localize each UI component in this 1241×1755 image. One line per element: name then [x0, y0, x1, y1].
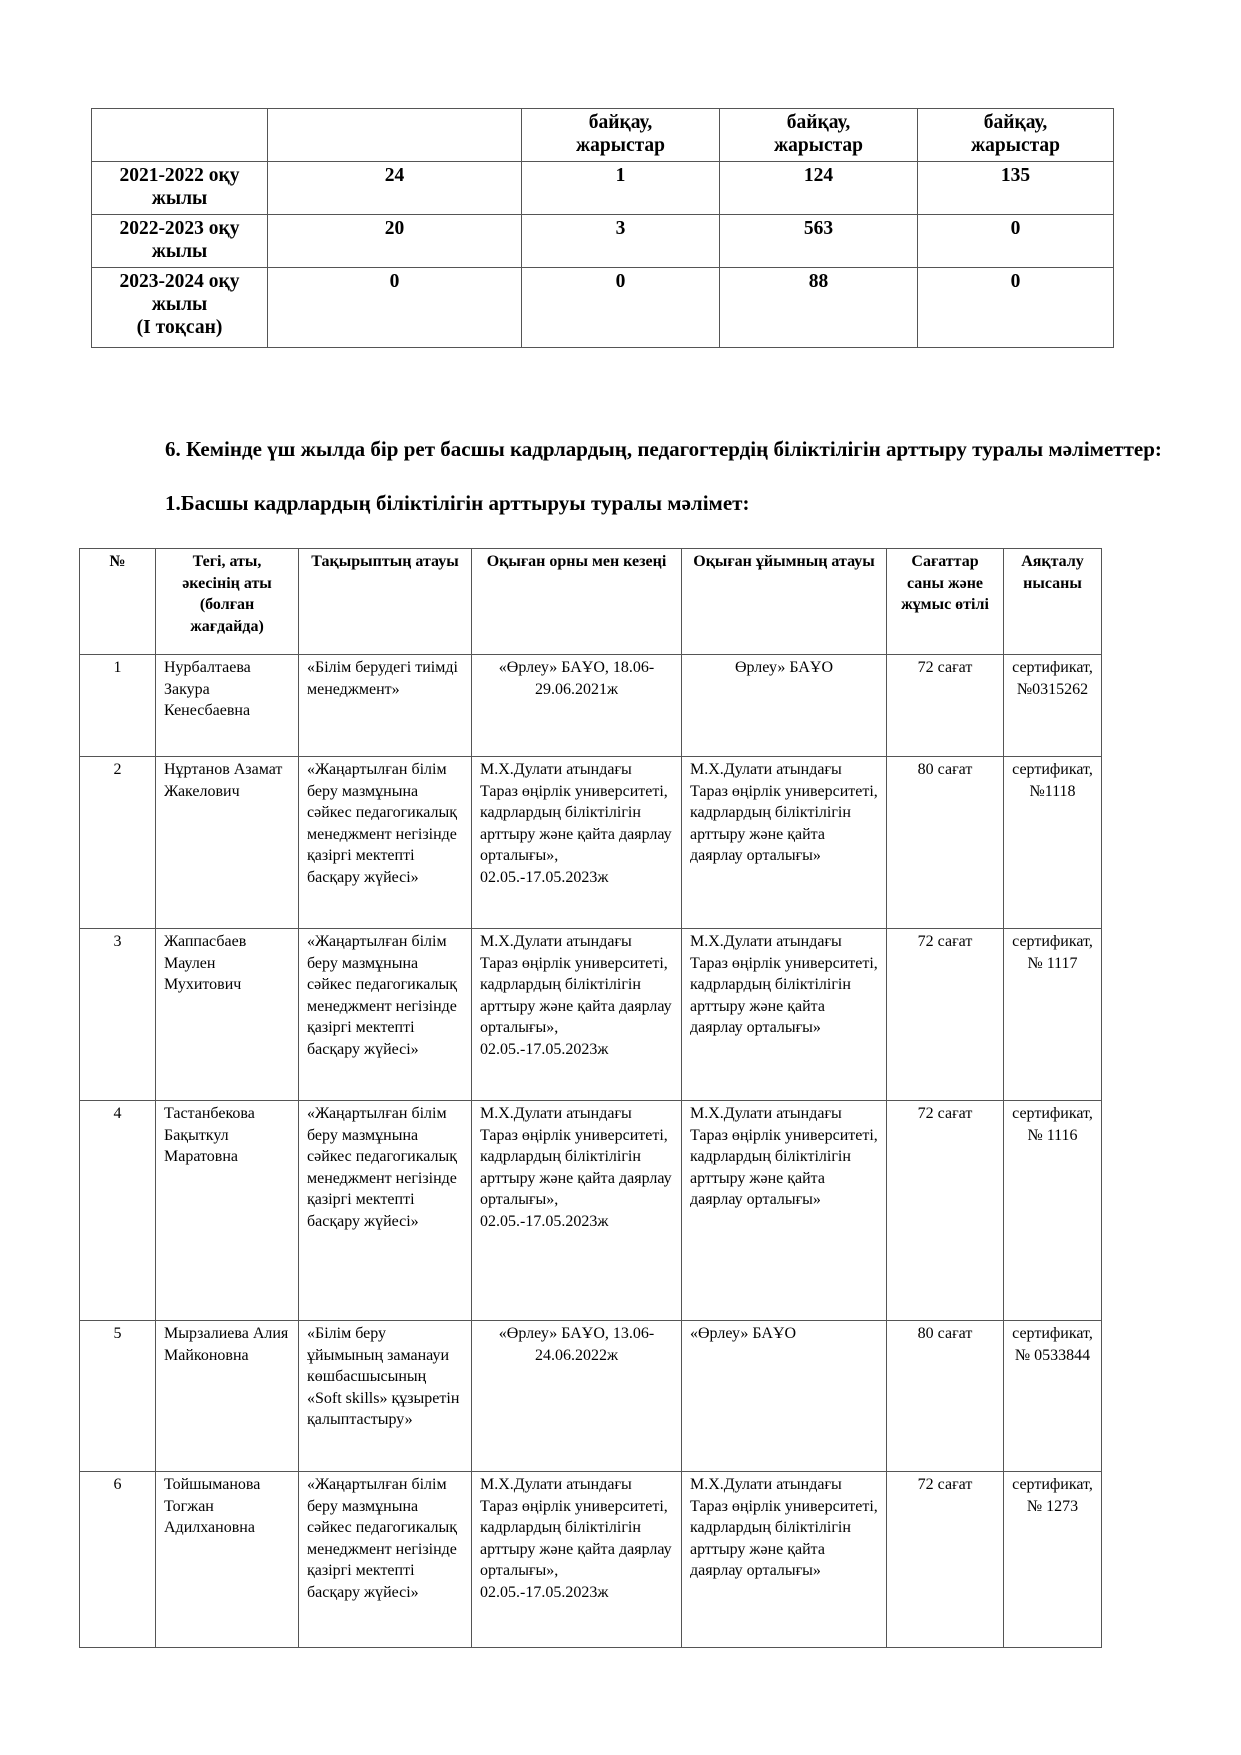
organization-cell: Өрлеу» БАҰО: [682, 655, 887, 757]
row-number: 6: [80, 1472, 156, 1648]
column-header-fullname: Тегі, аты, әкесінің аты (болған жағдайда): [156, 549, 299, 655]
results-header-row: [92, 109, 1114, 162]
organization-cell: М.Х.Дулати атындағы Тараз өңірлік университеті, кадрлардың біліктілігін арттыру және қайта даярлау орталығы»: [682, 929, 887, 1101]
organization-cell: М.Х.Дулати атындағы Тараз өңірлік университеті, кадрлардың біліктілігін арттыру және қайта даярлау орталығы»: [682, 1101, 887, 1321]
place-period-cell: М.Х.Дулати атындағы Тараз өңірлік университеті, кадрлардың біліктілігін арттыру және қайта даярлау орталығы», 02.05.-17.05.2023ж: [472, 929, 682, 1101]
row-number: 4: [80, 1101, 156, 1321]
column-header-topic: Тақырыптың атауы: [299, 549, 472, 655]
results-header-cell: байқау, жарыстар: [918, 109, 1114, 162]
hours-cell: 72 сағат: [887, 1101, 1004, 1321]
completion-form-cell: сертификат, № 1273: [1004, 1472, 1102, 1648]
results-header-cell: байқау, жарыстар: [720, 109, 918, 162]
column-header-place-period: Оқыған орны мен кезеңі: [472, 549, 682, 655]
section-6-heading: 6. Кемінде үш жылда бір рет басшы кадрлардың, педагогтердің біліктілігін арттыру туралы мәліметтер:: [165, 437, 1162, 461]
column-header-completion-form: Аяқталу нысаны: [1004, 549, 1102, 655]
table-row: [80, 1101, 1102, 1321]
results-header-cell: [92, 109, 268, 162]
table-row: [80, 1321, 1102, 1472]
hours-cell: 80 сағат: [887, 1321, 1004, 1472]
results-value-cell: 24: [268, 162, 522, 215]
topic-cell: «Білім беру ұйымының заманауи көшбасшысының «Soft skills» құзыретін қалыптастыру»: [299, 1321, 472, 1472]
topic-cell: «Жаңартылған білім беру мазмұнына сәйкес педагогикалық менеджмент негізінде қазіргі мектепті басқару жүйесі»: [299, 929, 472, 1101]
results-value-cell: 0: [918, 268, 1114, 348]
results-value-cell: 0: [918, 215, 1114, 268]
full-name-cell: Нурбалтаева Закура Кенесбаевна: [156, 655, 299, 757]
results-value-cell: 563: [720, 215, 918, 268]
completion-form-cell: сертификат, № 0533844: [1004, 1321, 1102, 1472]
organization-cell: М.Х.Дулати атындағы Тараз өңірлік университеті, кадрлардың біліктілігін арттыру және қайта даярлау орталығы»: [682, 1472, 887, 1648]
place-period-cell: М.Х.Дулати атындағы Тараз өңірлік университеті, кадрлардың біліктілігін арттыру және қайта даярлау орталығы», 02.05.-17.05.2023ж: [472, 757, 682, 929]
results-header-cell: байқау, жарыстар: [522, 109, 720, 162]
full-name-cell: Тойшыманова Тогжан Адилхановна: [156, 1472, 299, 1648]
academic-year-cell: 2022-2023 оқу жылы: [92, 215, 268, 268]
results-value-cell: 1: [522, 162, 720, 215]
results-header-cell: [268, 109, 522, 162]
results-row: [92, 215, 1114, 268]
row-number: 5: [80, 1321, 156, 1472]
place-period-cell: М.Х.Дулати атындағы Тараз өңірлік университеті, кадрлардың біліктілігін арттыру және қайта даярлау орталығы», 02.05.-17.05.2023ж: [472, 1101, 682, 1321]
results-value-cell: 0: [268, 268, 522, 348]
table-row: [80, 757, 1102, 929]
organization-cell: «Өрлеу» БАҰО: [682, 1321, 887, 1472]
hours-cell: 72 сағат: [887, 655, 1004, 757]
row-number: 2: [80, 757, 156, 929]
results-value-cell: 135: [918, 162, 1114, 215]
full-name-cell: Тастанбекова Бақыткул Маратовна: [156, 1101, 299, 1321]
results-row: [92, 268, 1114, 348]
results-row: [92, 162, 1114, 215]
results-value-cell: 124: [720, 162, 918, 215]
topic-cell: «Жаңартылған білім беру мазмұнына сәйкес педагогикалық менеджмент негізінде қазіргі мектепті басқару жүйесі»: [299, 1472, 472, 1648]
hours-cell: 80 сағат: [887, 757, 1004, 929]
completion-form-cell: сертификат, №0315262: [1004, 655, 1102, 757]
topic-cell: «Жаңартылған білім беру мазмұнына сәйкес педагогикалық менеджмент негізінде қазіргі мектепті басқару жүйесі»: [299, 757, 472, 929]
academic-year-cell: 2023-2024 оқу жылы (І тоқсан): [92, 268, 268, 348]
full-name-cell: Жаппасбаев Маулен Мухитович: [156, 929, 299, 1101]
column-header-hours: Сағаттар саны және жұмыс өтілі: [887, 549, 1004, 655]
subsection-1-heading: 1.Басшы кадрлардың біліктілігін арттыруы туралы мәлімет:: [165, 491, 750, 515]
table-row: [80, 929, 1102, 1101]
results-value-cell: 0: [522, 268, 720, 348]
completion-form-cell: сертификат, № 1117: [1004, 929, 1102, 1101]
topic-cell: «Жаңартылған білім беру мазмұнына сәйкес педагогикалық менеджмент негізінде қазіргі мектепті басқару жүйесі»: [299, 1101, 472, 1321]
completion-form-cell: сертификат, № 1116: [1004, 1101, 1102, 1321]
full-name-cell: Мырзалиева Алия Майконовна: [156, 1321, 299, 1472]
column-header-organization: Оқыған ұйымның атауы: [682, 549, 887, 655]
organization-cell: М.Х.Дулати атындағы Тараз өңірлік университеті, кадрлардың біліктілігін арттыру және қайта даярлау орталығы»: [682, 757, 887, 929]
topic-cell: «Білім берудегі тиімді менеджмент»: [299, 655, 472, 757]
row-number: 3: [80, 929, 156, 1101]
place-period-cell: «Өрлеу» БАҰО, 18.06-29.06.2021ж: [472, 655, 682, 757]
column-header-number: №: [80, 549, 156, 655]
results-value-cell: 20: [268, 215, 522, 268]
hours-cell: 72 сағат: [887, 1472, 1004, 1648]
qualification-header-row: [80, 549, 1102, 655]
academic-year-cell: 2021-2022 оқу жылы: [92, 162, 268, 215]
table-row: [80, 655, 1102, 757]
results-value-cell: 88: [720, 268, 918, 348]
results-value-cell: 3: [522, 215, 720, 268]
completion-form-cell: сертификат, №1118: [1004, 757, 1102, 929]
results-table: [91, 108, 1114, 348]
hours-cell: 72 сағат: [887, 929, 1004, 1101]
row-number: 1: [80, 655, 156, 757]
place-period-cell: М.Х.Дулати атындағы Тараз өңірлік университеті, кадрлардың біліктілігін арттыру және қайта даярлау орталығы», 02.05.-17.05.2023ж: [472, 1472, 682, 1648]
place-period-cell: «Өрлеу» БАҰО, 13.06-24.06.2022ж: [472, 1321, 682, 1472]
qualification-table: [79, 548, 1102, 1648]
full-name-cell: Нұртанов Азамат Жакелович: [156, 757, 299, 929]
table-row: [80, 1472, 1102, 1648]
